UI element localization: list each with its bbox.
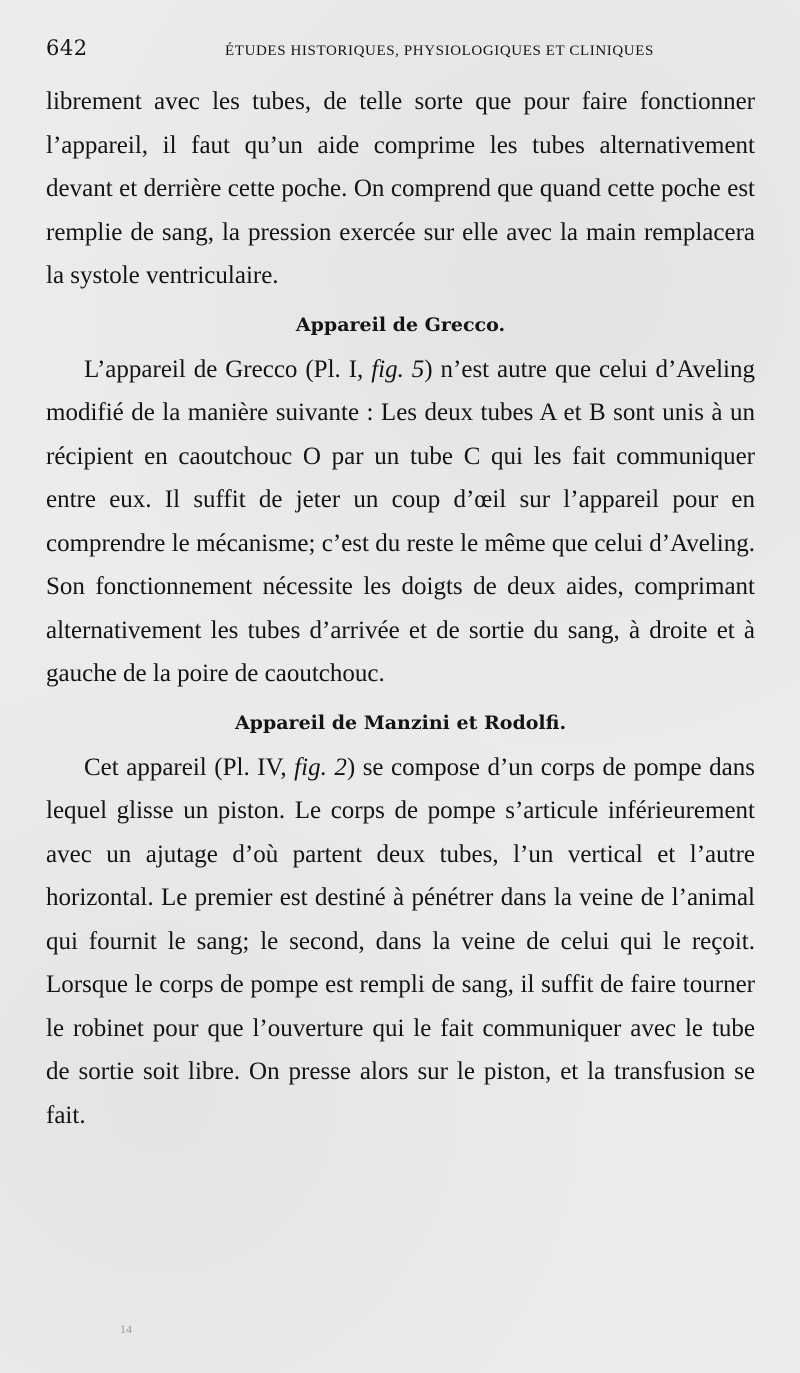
paragraph-manzini-text-b: ) se compose d’un corps de pompe dans lequel glisse un piston. Le corps de pompe s’articule inférieurement avec un ajutage d’où partent deux tubes, l’un vertical et l’autre horizontal. Le premier est destiné à pénétrer dans la veine de l’animal qui fournit le sang; le second, dans la veine de celui qui le reçoit. Lorsque le corps de pompe est rempli de sang, il suffit de faire tourner le robinet pour que l’ouverture qui le fait communiquer avec le tube de sortie soit libre. On presse alors sur le piston, et la transfusion se fait. (46, 753, 755, 1129)
section-heading-manzini-rodolfi: Appareil de Manzini et Rodolfi. (234, 711, 567, 734)
page-body (46, 80, 755, 1137)
page-header (46, 36, 755, 66)
paragraph-grecco-text-a: L’appareil de Grecco (Pl. I, (84, 355, 372, 383)
figure-reference: fig. 5 (371, 355, 425, 383)
page-number: 642 (46, 36, 88, 60)
paragraph-grecco (46, 348, 755, 696)
paragraph-intro: librement avec les tubes, de telle sorte que pour faire fonctionner l’appareil, il faut qu’un aide comprime les tubes alternativement devant et derrière cette poche. On comprend que quand cette poche est remplie de sang, la pression exercée sur elle avec la main remplacera la systole ventriculaire. (46, 88, 755, 289)
paragraph-manzini-text-a: Cet appareil (Pl. IV, (84, 753, 295, 781)
paragraph-grecco-text-b: ) n’est autre que celui d’Aveling modifié de la manière suivante : Les deux tubes A et B sont unis à un récipient en caoutchouc O par un tube C qui les fait communiquer entre eux. Il suffit de jeter un coup d’œil sur l’appareil pour en comprendre le mécanisme; c’est du reste le même que celui d’Aveling. Son fonctionnement nécessite les doigts de deux aides, comprimant alternativement les tubes d’arrivée et de sortie du sang, à droite et à gauche de la poire de caoutchouc. (46, 355, 755, 687)
paragraph-manzini-rodolfi (46, 746, 755, 1138)
signature-mark: 14 (120, 1322, 132, 1336)
running-title: ÉTUDES HISTORIQUES, PHYSIOLOGIQUES ET CLINIQUES (225, 43, 654, 59)
section-heading-grecco: Appareil de Grecco. (295, 313, 506, 336)
figure-reference: fig. 2 (294, 753, 347, 781)
